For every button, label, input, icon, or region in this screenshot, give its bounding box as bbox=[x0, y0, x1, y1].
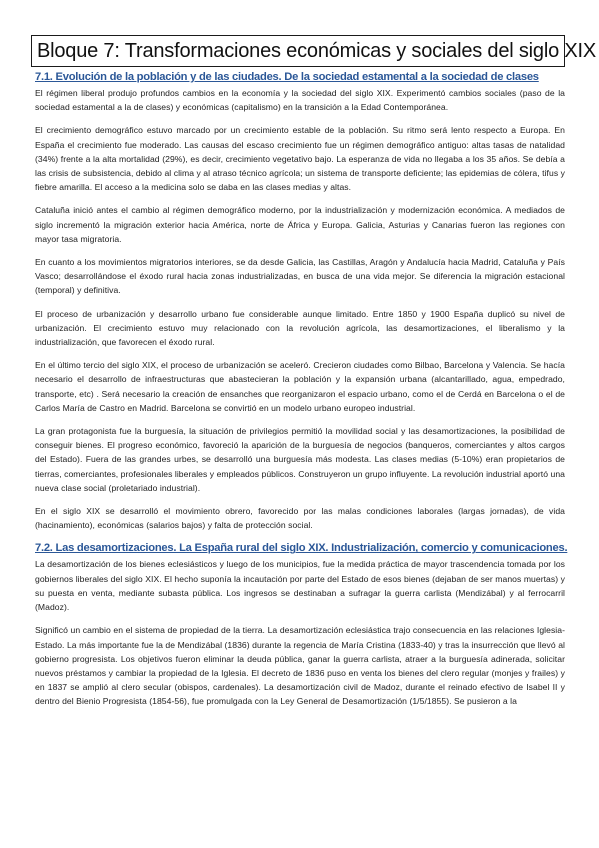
paragraph: En el último tercio del siglo XIX, el proceso de urbanización se aceleró. Crecieron ciudades como Bilbao, Barcelona y Valencia. Se hacía necesario el desarrollo de infraestructuras que abastecieran la población y la expansión urbana (alcantarillado, agua, empedrado, transporte, etc) . Será necesario la creación de ensanches que reorganizaron el espacio urbano, como el de Cerdá en Barcelona o el de Carlos María de Castro en Madrid. Barcelona se convirtió en un modelo urbano europeo industrial. bbox=[35, 360, 565, 413]
paragraph: El régimen liberal produjo profundos cambios en la economía y la sociedad del siglo XIX. Experimentó cambios sociales (paso de la sociedad estamental a la de clases) y económicas (capitalismo) en la transición a la Edad Contemporánea. bbox=[35, 88, 565, 113]
title-box bbox=[31, 35, 596, 67]
paragraph: El crecimiento demográfico estuvo marcado por un crecimiento estable de la población. Su ritmo será lento respecto a Europa. En España el crecimiento fue moderado. Las causas del escaso crecimiento fue un régimen demográfico antiguo: altas tasas de natalidad (34%) frente a la alta mortalidad (29%), es decir, crecimiento vegetativo bajo. La esperanza de vida no llegaba a los 35 años. Se debía a las crisis de subsistencia, debido al clima y al atraso técnico agrícola; un sistema de transporte deficiente; las epidemias de cólera, tifus y fiebre amarilla. El acceso a la medicina solo se daba en las clases medias y altas. bbox=[35, 125, 565, 193]
document-body bbox=[35, 70, 568, 709]
paragraph: Significó un cambio en el sistema de propiedad de la tierra. La desamortización eclesiástica trajo consecuencia en las relaciones Iglesia-Estado. La más importante fue la de Mendizábal (1836) durante la regencia de María Cristina (1833-40) y tras la insurrección que llevó al gobierno progresista. Los objetivos fueron eliminar la deuda pública, ganar la guerra carlista, atraer a la burguesía adinerada, solicitar nuevos préstamos y cambiar la propiedad de la Iglesia. El decreto de 1836 puso en venta los bienes del clero regular (monjes y frailes) y en 1837 se amplió al clero secular (obispos, cardenales). La desamortización civil de Madoz, durante el reinado efectivo de Isabel II y dentro del Bienio Progresista (1854-56), fue promulgada con la Ley General de Desamortización (1/5/1855). Se pusieron a la bbox=[35, 625, 565, 707]
paragraph: La gran protagonista fue la burguesía, la situación de privilegios permitió la movilidad social y las desamortizaciones, la posibilidad de conseguir bienes. El progreso económico, favoreció la aparición de la burguesía de negocios (banqueros, comerciantes y altos cargos del Estado). Fuera de las grandes urbes, se desarrolló una burguesía más modesta. Las clases medias (5-10%) eran propietarios de tierras, comerciantes, profesionales liberales y empleados públicos. Construyeron un grupo influyente. La revolución industrial aportó una nueva clase social (proletariado industrial). bbox=[35, 426, 565, 493]
paragraph: En cuanto a los movimientos migratorios interiores, se da desde Galicia, las Castillas, Aragón y Andalucía hacia Madrid, Cataluña y País Vasco; desarrollándose el éxodo rural hacia zonas industrializadas, en busca de una vida mejor. Se diferencia la migración estacional (temporal) y definitiva. bbox=[35, 257, 565, 296]
section-heading-7-2: 7.2. Las desamortizaciones. La España rural del siglo XIX. Industrialización, comercio y comunicaciones. bbox=[35, 542, 568, 555]
page-title: Bloque 7: Transformaciones económicas y sociales del siglo XIX bbox=[37, 40, 596, 62]
paragraph: La desamortización de los bienes eclesiásticos y luego de los municipios, fue la medida práctica de mayor trascendencia tomada por los gobiernos liberales del siglo XIX. El hecho suponía la incautación por parte del Estado de esos bienes (dejaban de ser manos muertas) y su puesta en venta, mediante subasta pública. Los ingresos se destinaban a sufragar la guerra carlista (Mendizábal) y al ferrocarril (Madoz). bbox=[35, 559, 565, 613]
paragraph: En el siglo XIX se desarrolló el movimiento obrero, favorecido por las malas condiciones laborales (largas jornadas), de vida (hacinamiento), económicas (salarios bajos) y falta de protección social. bbox=[35, 506, 565, 531]
section-heading-7-1: 7.1. Evolución de la población y de las ciudades. De la sociedad estamental a la sociedad de clases bbox=[35, 71, 539, 83]
paragraph: El proceso de urbanización y desarrollo urbano fue considerable aunque limitado. Entre 1850 y 1900 España duplicó su nivel de urbanización. El crecimiento estuvo muy relacionado con la revolución agrícola, las desamortizaciones, el liberalismo y la industrialización, que favorecen el éxodo rural. bbox=[35, 308, 565, 348]
paragraph: Cataluña inició antes el cambio al régimen demográfico moderno, por la industrialización y modernización económica. A mediados de siglo incrementó la migración exterior hacia América, norte de África y Europa. Galicia, Asturias y Canarias fueron las regiones con mayor tasa migratoria. bbox=[35, 205, 565, 244]
